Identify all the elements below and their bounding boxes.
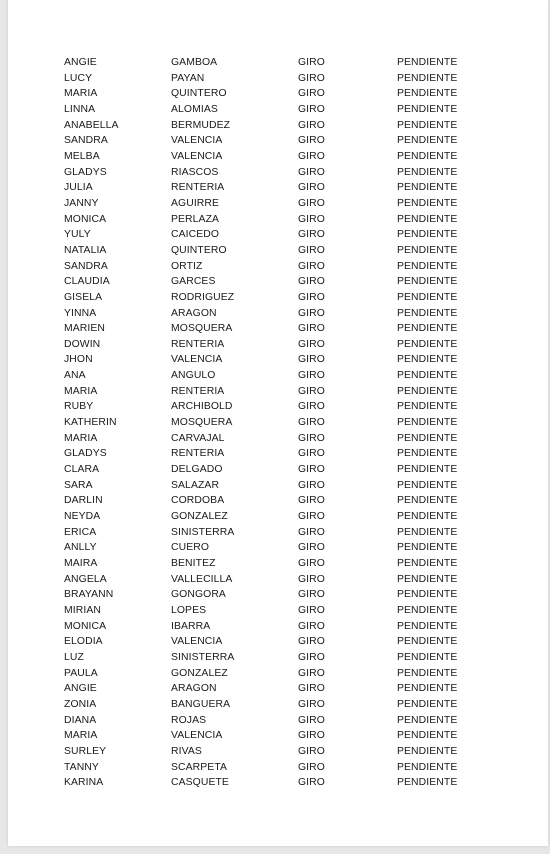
method-cell: GIRO <box>298 119 325 131</box>
status-cell: PENDIENTE <box>397 448 458 460</box>
method-cell: GIRO <box>298 244 325 256</box>
table-row <box>64 290 504 306</box>
method-cell: GIRO <box>298 589 325 601</box>
method-cell: GIRO <box>298 57 325 68</box>
table-row <box>64 650 504 666</box>
first-name-cell: ELODIA <box>64 636 103 648</box>
first-name-cell: YULY <box>64 229 91 241</box>
method-cell: GIRO <box>298 448 325 460</box>
status-cell: PENDIENTE <box>397 88 458 100</box>
first-name-cell: ANLLY <box>64 542 97 554</box>
status-cell: PENDIENTE <box>397 291 458 303</box>
table-row <box>64 540 504 556</box>
table-row <box>64 446 504 462</box>
table-row <box>64 227 504 243</box>
table-row <box>64 681 504 697</box>
first-name-cell: MIRIAN <box>64 604 101 616</box>
last-name-cell: CASQUETE <box>171 777 229 789</box>
last-name-cell: MOSQUERA <box>171 323 233 335</box>
method-cell: GIRO <box>298 150 325 162</box>
status-cell: PENDIENTE <box>397 323 458 335</box>
method-cell: GIRO <box>298 354 325 366</box>
table-row <box>64 603 504 619</box>
method-cell: GIRO <box>298 213 325 225</box>
first-name-cell: CLARA <box>64 464 100 476</box>
first-name-cell: GLADYS <box>64 448 107 460</box>
status-cell: PENDIENTE <box>397 573 458 585</box>
method-cell: GIRO <box>298 229 325 241</box>
first-name-cell: JULIA <box>64 182 93 194</box>
status-cell: PENDIENTE <box>397 166 458 178</box>
table-row <box>64 634 504 650</box>
first-name-cell: MAIRA <box>64 558 98 569</box>
status-cell: PENDIENTE <box>397 714 458 726</box>
first-name-cell: ANGIE <box>64 683 97 695</box>
first-name-cell: MONICA <box>64 620 107 632</box>
status-cell: PENDIENTE <box>397 495 458 507</box>
method-cell: GIRO <box>298 730 325 742</box>
first-name-cell: SANDRA <box>64 260 108 272</box>
status-cell: PENDIENTE <box>397 479 458 491</box>
table-row <box>64 760 504 776</box>
method-cell: GIRO <box>298 604 325 616</box>
first-name-cell: CLAUDIA <box>64 276 110 288</box>
last-name-cell: QUINTERO <box>171 244 227 256</box>
method-cell: GIRO <box>298 651 325 663</box>
first-name-cell: DOWIN <box>64 338 101 350</box>
status-cell: PENDIENTE <box>397 213 458 225</box>
last-name-cell: DELGADO <box>171 464 223 476</box>
last-name-cell: ARCHIBOLD <box>171 401 233 413</box>
first-name-cell: GISELA <box>64 291 103 303</box>
first-name-cell: SANDRA <box>64 135 108 147</box>
first-name-cell: BRAYANN <box>64 589 114 601</box>
status-cell: PENDIENTE <box>397 401 458 413</box>
table-row <box>64 556 504 572</box>
status-cell: PENDIENTE <box>397 385 458 397</box>
last-name-cell: BENITEZ <box>171 558 216 569</box>
status-cell: PENDIENTE <box>397 526 458 538</box>
first-name-cell: MONICA <box>64 213 107 225</box>
table-row <box>64 102 504 118</box>
last-name-cell: RIASCOS <box>171 166 219 178</box>
first-name-cell: ANGIE <box>64 57 97 68</box>
first-name-cell: ERICA <box>64 526 97 538</box>
first-name-cell: NEYDA <box>64 511 101 523</box>
last-name-cell: VALENCIA <box>171 354 223 366</box>
method-cell: GIRO <box>298 166 325 178</box>
status-cell: PENDIENTE <box>397 432 458 444</box>
first-name-cell: SARA <box>64 479 93 491</box>
status-cell: PENDIENTE <box>397 229 458 241</box>
records-table <box>64 55 504 791</box>
last-name-cell: ANGULO <box>171 370 216 382</box>
first-name-cell: MARIA <box>64 432 98 444</box>
table-row <box>64 509 504 525</box>
method-cell: GIRO <box>298 401 325 413</box>
first-name-cell: ZONIA <box>64 698 97 710</box>
status-cell: PENDIENTE <box>397 604 458 616</box>
first-name-cell: MARIA <box>64 88 98 100</box>
status-cell: PENDIENTE <box>397 542 458 554</box>
last-name-cell: PERLAZA <box>171 213 220 225</box>
last-name-cell: VALENCIA <box>171 135 223 147</box>
last-name-cell: GONGORA <box>171 589 226 601</box>
method-cell: GIRO <box>298 698 325 710</box>
status-cell: PENDIENTE <box>397 417 458 429</box>
last-name-cell: CAICEDO <box>171 229 220 241</box>
last-name-cell: IBARRA <box>171 620 211 632</box>
status-cell: PENDIENTE <box>397 667 458 679</box>
first-name-cell: GLADYS <box>64 166 107 178</box>
method-cell: GIRO <box>298 573 325 585</box>
table-row <box>64 259 504 275</box>
first-name-cell: JHON <box>64 354 93 366</box>
status-cell: PENDIENTE <box>397 276 458 288</box>
method-cell: GIRO <box>298 558 325 569</box>
last-name-cell: CUERO <box>171 542 210 554</box>
table-row <box>64 431 504 447</box>
first-name-cell: ANABELLA <box>64 119 119 131</box>
status-cell: PENDIENTE <box>397 338 458 350</box>
status-cell: PENDIENTE <box>397 370 458 382</box>
method-cell: GIRO <box>298 511 325 523</box>
table-row <box>64 462 504 478</box>
method-cell: GIRO <box>298 197 325 209</box>
status-cell: PENDIENTE <box>397 354 458 366</box>
table-row <box>64 337 504 353</box>
status-cell: PENDIENTE <box>397 683 458 695</box>
last-name-cell: LOPES <box>171 604 207 616</box>
last-name-cell: RENTERIA <box>171 338 225 350</box>
last-name-cell: MOSQUERA <box>171 417 233 429</box>
status-cell: PENDIENTE <box>397 260 458 272</box>
table-row <box>64 697 504 713</box>
table-row <box>64 368 504 384</box>
method-cell: GIRO <box>298 777 325 789</box>
method-cell: GIRO <box>298 276 325 288</box>
first-name-cell: ANGELA <box>64 573 107 585</box>
status-cell: PENDIENTE <box>397 651 458 663</box>
first-name-cell: LUCY <box>64 72 93 84</box>
status-cell: PENDIENTE <box>397 57 458 68</box>
method-cell: GIRO <box>298 714 325 726</box>
last-name-cell: AGUIRRE <box>171 197 220 209</box>
first-name-cell: KATHERIN <box>64 417 117 429</box>
last-name-cell: ALOMIAS <box>171 103 218 115</box>
method-cell: GIRO <box>298 417 325 429</box>
first-name-cell: KARINA <box>64 777 104 789</box>
table-row <box>64 619 504 635</box>
status-cell: PENDIENTE <box>397 182 458 194</box>
table-row <box>64 133 504 149</box>
status-cell: PENDIENTE <box>397 150 458 162</box>
table-row <box>64 55 504 71</box>
table-row <box>64 744 504 760</box>
last-name-cell: RODRIGUEZ <box>171 291 235 303</box>
method-cell: GIRO <box>298 526 325 538</box>
method-cell: GIRO <box>298 385 325 397</box>
method-cell: GIRO <box>298 88 325 100</box>
method-cell: GIRO <box>298 745 325 757</box>
method-cell: GIRO <box>298 432 325 444</box>
first-name-cell: SURLEY <box>64 745 107 757</box>
method-cell: GIRO <box>298 464 325 476</box>
method-cell: GIRO <box>298 103 325 115</box>
method-cell: GIRO <box>298 479 325 491</box>
method-cell: GIRO <box>298 542 325 554</box>
status-cell: PENDIENTE <box>397 135 458 147</box>
table-row <box>64 525 504 541</box>
table-row <box>64 666 504 682</box>
last-name-cell: SINISTERRA <box>171 651 235 663</box>
status-cell: PENDIENTE <box>397 777 458 789</box>
last-name-cell: ROJAS <box>171 714 207 726</box>
status-cell: PENDIENTE <box>397 730 458 742</box>
table-row <box>64 86 504 102</box>
table-row <box>64 775 504 791</box>
first-name-cell: LINNA <box>64 103 96 115</box>
last-name-cell: VALENCIA <box>171 150 223 162</box>
method-cell: GIRO <box>298 620 325 632</box>
method-cell: GIRO <box>298 683 325 695</box>
table-row <box>64 713 504 729</box>
table-row <box>64 728 504 744</box>
last-name-cell: ARAGON <box>171 307 217 319</box>
last-name-cell: CARVAJAL <box>171 432 225 444</box>
table-row <box>64 243 504 259</box>
status-cell: PENDIENTE <box>397 589 458 601</box>
first-name-cell: DIANA <box>64 714 97 726</box>
first-name-cell: MELBA <box>64 150 100 162</box>
last-name-cell: SALAZAR <box>171 479 220 491</box>
last-name-cell: GONZALEZ <box>171 511 228 523</box>
status-cell: PENDIENTE <box>397 119 458 131</box>
method-cell: GIRO <box>298 135 325 147</box>
first-name-cell: MARIEN <box>64 323 106 335</box>
first-name-cell: JANNY <box>64 197 99 209</box>
status-cell: PENDIENTE <box>397 307 458 319</box>
method-cell: GIRO <box>298 323 325 335</box>
status-cell: PENDIENTE <box>397 698 458 710</box>
table-row <box>64 478 504 494</box>
method-cell: GIRO <box>298 182 325 194</box>
status-cell: PENDIENTE <box>397 620 458 632</box>
table-row <box>64 274 504 290</box>
last-name-cell: RENTERIA <box>171 385 225 397</box>
method-cell: GIRO <box>298 72 325 84</box>
first-name-cell: MARIA <box>64 385 98 397</box>
table-row <box>64 212 504 228</box>
status-cell: PENDIENTE <box>397 464 458 476</box>
method-cell: GIRO <box>298 667 325 679</box>
first-name-cell: LUZ <box>64 651 84 663</box>
table-row <box>64 71 504 87</box>
table-row <box>64 306 504 322</box>
first-name-cell: TANNY <box>64 761 99 773</box>
method-cell: GIRO <box>298 761 325 773</box>
table-row <box>64 149 504 165</box>
method-cell: GIRO <box>298 636 325 648</box>
last-name-cell: QUINTERO <box>171 88 227 100</box>
last-name-cell: CORDOBA <box>171 495 225 507</box>
last-name-cell: VALENCIA <box>171 636 223 648</box>
table-row <box>64 118 504 134</box>
status-cell: PENDIENTE <box>397 558 458 569</box>
last-name-cell: RENTERIA <box>171 182 225 194</box>
status-cell: PENDIENTE <box>397 761 458 773</box>
last-name-cell: GAMBOA <box>171 57 218 68</box>
method-cell: GIRO <box>298 495 325 507</box>
table-row <box>64 587 504 603</box>
first-name-cell: NATALIA <box>64 244 107 256</box>
status-cell: PENDIENTE <box>397 244 458 256</box>
method-cell: GIRO <box>298 370 325 382</box>
last-name-cell: BANGUERA <box>171 698 231 710</box>
document-page <box>8 0 548 846</box>
table-row <box>64 399 504 415</box>
table-row <box>64 415 504 431</box>
last-name-cell: SINISTERRA <box>171 526 235 538</box>
method-cell: GIRO <box>298 338 325 350</box>
first-name-cell: YINNA <box>64 307 97 319</box>
last-name-cell: ARAGON <box>171 683 217 695</box>
status-cell: PENDIENTE <box>397 197 458 209</box>
status-cell: PENDIENTE <box>397 103 458 115</box>
last-name-cell: ORTIZ <box>171 260 203 272</box>
status-cell: PENDIENTE <box>397 745 458 757</box>
first-name-cell: MARIA <box>64 730 98 742</box>
table-row <box>64 572 504 588</box>
table-row <box>64 321 504 337</box>
method-cell: GIRO <box>298 260 325 272</box>
first-name-cell: ANA <box>64 370 86 382</box>
last-name-cell: RENTERIA <box>171 448 225 460</box>
status-cell: PENDIENTE <box>397 636 458 648</box>
status-cell: PENDIENTE <box>397 511 458 523</box>
table-row <box>64 196 504 212</box>
last-name-cell: GARCES <box>171 276 216 288</box>
last-name-cell: VALLECILLA <box>171 573 233 585</box>
method-cell: GIRO <box>298 307 325 319</box>
method-cell: GIRO <box>298 291 325 303</box>
first-name-cell: DARLIN <box>64 495 103 507</box>
first-name-cell: PAULA <box>64 667 98 679</box>
last-name-cell: RIVAS <box>171 745 202 757</box>
last-name-cell: GONZALEZ <box>171 667 228 679</box>
table-row <box>64 352 504 368</box>
table-row <box>64 493 504 509</box>
first-name-cell: RUBY <box>64 401 94 413</box>
last-name-cell: BERMUDEZ <box>171 119 231 131</box>
last-name-cell: VALENCIA <box>171 730 223 742</box>
status-cell: PENDIENTE <box>397 72 458 84</box>
table-row <box>64 180 504 196</box>
table-row <box>64 384 504 400</box>
last-name-cell: SCARPETA <box>171 761 228 773</box>
table-row <box>64 165 504 181</box>
last-name-cell: PAYAN <box>171 72 205 84</box>
